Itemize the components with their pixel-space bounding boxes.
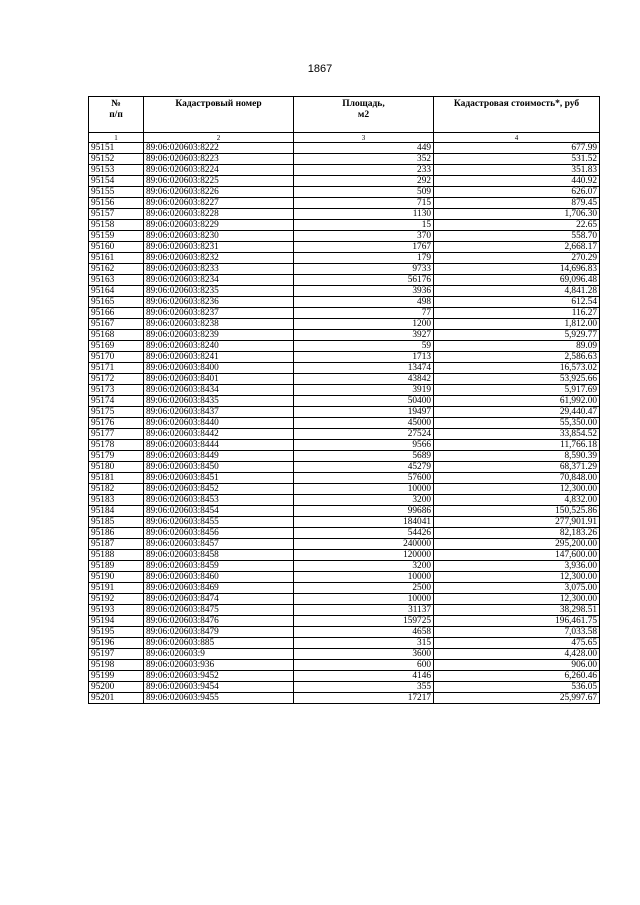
table-row [89, 693, 600, 704]
cadastral-number-cell: 89:06:020603:8223 [144, 154, 294, 165]
row-number-cell: 95188 [89, 550, 144, 561]
cadastral-cost-cell: 558.70 [434, 231, 600, 242]
cadastral-cost-cell: 531.52 [434, 154, 600, 165]
cadastral-number-cell: 89:06:020603:9455 [144, 693, 294, 704]
table-row [89, 286, 600, 297]
area-cell: 56176 [294, 275, 434, 286]
cadastral-number-cell: 89:06:020603:8458 [144, 550, 294, 561]
row-number-cell: 95154 [89, 176, 144, 187]
row-number-cell: 95198 [89, 660, 144, 671]
row-number-cell: 95169 [89, 341, 144, 352]
row-number-cell: 95201 [89, 693, 144, 704]
row-number-cell: 95180 [89, 462, 144, 473]
header-cadastral-number: Кадастровый номер [144, 97, 294, 133]
row-number-cell: 95194 [89, 616, 144, 627]
cadastral-number-cell: 89:06:020603:8225 [144, 176, 294, 187]
row-number-cell: 95177 [89, 429, 144, 440]
cadastral-table [88, 96, 600, 704]
row-number-cell: 95195 [89, 627, 144, 638]
area-cell: 45000 [294, 418, 434, 429]
area-cell: 10000 [294, 594, 434, 605]
table-row [89, 264, 600, 275]
table-row [89, 451, 600, 462]
row-number-cell: 95163 [89, 275, 144, 286]
cadastral-number-cell: 89:06:020603:8435 [144, 396, 294, 407]
table-row [89, 418, 600, 429]
area-cell: 370 [294, 231, 434, 242]
cadastral-number-cell: 89:06:020603:8437 [144, 407, 294, 418]
cadastral-number-cell: 89:06:020603:8236 [144, 297, 294, 308]
row-number-cell: 95151 [89, 143, 144, 154]
cadastral-number-cell: 89:06:020603:8460 [144, 572, 294, 583]
cadastral-cost-cell: 295,200.00 [434, 539, 600, 550]
header-area: Площадь, м2 [294, 97, 434, 133]
cadastral-cost-cell: 25,997.67 [434, 693, 600, 704]
row-number-cell: 95164 [89, 286, 144, 297]
area-cell: 50400 [294, 396, 434, 407]
cadastral-number-cell: 89:06:020603:8479 [144, 627, 294, 638]
table-row [89, 275, 600, 286]
cadastral-number-cell: 89:06:020603:8235 [144, 286, 294, 297]
table-row [89, 231, 600, 242]
table-row [89, 253, 600, 264]
row-number-cell: 95189 [89, 561, 144, 572]
cadastral-cost-cell: 440.92 [434, 176, 600, 187]
cadastral-cost-cell: 2,668.17 [434, 242, 600, 253]
area-cell: 179 [294, 253, 434, 264]
table-row [89, 682, 600, 693]
cadastral-number-cell: 89:06:020603:8440 [144, 418, 294, 429]
cadastral-cost-cell: 12,300.00 [434, 572, 600, 583]
table-row [89, 561, 600, 572]
area-cell: 17217 [294, 693, 434, 704]
cadastral-cost-cell: 5,917.69 [434, 385, 600, 396]
table-row [89, 176, 600, 187]
area-cell: 77 [294, 308, 434, 319]
row-number-cell: 95187 [89, 539, 144, 550]
row-number-cell: 95155 [89, 187, 144, 198]
cadastral-number-cell: 89:06:020603:8456 [144, 528, 294, 539]
row-number-cell: 95182 [89, 484, 144, 495]
cadastral-cost-cell: 38,298.51 [434, 605, 600, 616]
row-number-cell: 95172 [89, 374, 144, 385]
table-row [89, 572, 600, 583]
cadastral-cost-cell: 70,848.00 [434, 473, 600, 484]
cadastral-number-cell: 89:06:020603:8444 [144, 440, 294, 451]
cadastral-cost-cell: 16,573.02 [434, 363, 600, 374]
row-number-cell: 95183 [89, 495, 144, 506]
table-header-row [89, 97, 600, 133]
cadastral-cost-cell: 270.29 [434, 253, 600, 264]
cadastral-number-cell: 89:06:020603:8237 [144, 308, 294, 319]
table-row [89, 308, 600, 319]
table-row [89, 319, 600, 330]
area-cell: 27524 [294, 429, 434, 440]
table-row [89, 330, 600, 341]
area-cell: 3600 [294, 649, 434, 660]
area-cell: 120000 [294, 550, 434, 561]
column-number: 4 [434, 133, 600, 143]
row-number-cell: 95173 [89, 385, 144, 396]
row-number-cell: 95152 [89, 154, 144, 165]
row-number-cell: 95171 [89, 363, 144, 374]
cadastral-number-cell: 89:06:020603:8229 [144, 220, 294, 231]
row-number-cell: 95176 [89, 418, 144, 429]
area-cell: 1130 [294, 209, 434, 220]
cadastral-cost-cell: 1,812.00 [434, 319, 600, 330]
area-cell: 1200 [294, 319, 434, 330]
row-number-cell: 95200 [89, 682, 144, 693]
cadastral-number-cell: 89:06:020603:8400 [144, 363, 294, 374]
table-row [89, 616, 600, 627]
area-cell: 233 [294, 165, 434, 176]
area-cell: 1767 [294, 242, 434, 253]
row-number-cell: 95179 [89, 451, 144, 462]
table-row [89, 473, 600, 484]
area-cell: 13474 [294, 363, 434, 374]
row-number-cell: 95199 [89, 671, 144, 682]
cadastral-cost-cell: 626.07 [434, 187, 600, 198]
area-cell: 509 [294, 187, 434, 198]
cadastral-cost-cell: 196,461.75 [434, 616, 600, 627]
cadastral-cost-cell: 612.54 [434, 297, 600, 308]
cadastral-cost-cell: 22.65 [434, 220, 600, 231]
row-number-cell: 95170 [89, 352, 144, 363]
cadastral-cost-cell: 12,300.00 [434, 594, 600, 605]
cadastral-cost-cell: 33,854.52 [434, 429, 600, 440]
row-number-cell: 95160 [89, 242, 144, 253]
table-row [89, 484, 600, 495]
table-row [89, 242, 600, 253]
cadastral-cost-cell: 89.09 [434, 341, 600, 352]
area-cell: 3936 [294, 286, 434, 297]
cadastral-number-cell: 89:06:020603:8234 [144, 275, 294, 286]
row-number-cell: 95191 [89, 583, 144, 594]
column-number: 3 [294, 133, 434, 143]
cadastral-number-cell: 89:06:020603:9452 [144, 671, 294, 682]
cadastral-cost-cell: 879.45 [434, 198, 600, 209]
cadastral-cost-cell: 5,929.77 [434, 330, 600, 341]
area-cell: 352 [294, 154, 434, 165]
area-cell: 54426 [294, 528, 434, 539]
area-cell: 184041 [294, 517, 434, 528]
cadastral-number-cell: 89:06:020603:8476 [144, 616, 294, 627]
cadastral-cost-cell: 55,350.00 [434, 418, 600, 429]
cadastral-number-cell: 89:06:020603:8453 [144, 495, 294, 506]
cadastral-number-cell: 89:06:020603:8224 [144, 165, 294, 176]
area-cell: 19497 [294, 407, 434, 418]
cadastral-number-cell: 89:06:020603:8241 [144, 352, 294, 363]
area-cell: 2500 [294, 583, 434, 594]
area-cell: 498 [294, 297, 434, 308]
table-row [89, 440, 600, 451]
cadastral-number-cell: 89:06:020603:8475 [144, 605, 294, 616]
cadastral-cost-cell: 61,992.00 [434, 396, 600, 407]
cadastral-number-cell: 89:06:020603:8228 [144, 209, 294, 220]
cadastral-cost-cell: 3,936.00 [434, 561, 600, 572]
cadastral-cost-cell: 4,841.28 [434, 286, 600, 297]
table-row [89, 352, 600, 363]
cadastral-number-cell: 89:06:020603:8455 [144, 517, 294, 528]
table-row [89, 462, 600, 473]
area-cell: 240000 [294, 539, 434, 550]
area-cell: 1713 [294, 352, 434, 363]
row-number-cell: 95181 [89, 473, 144, 484]
cadastral-cost-cell: 12,300.00 [434, 484, 600, 495]
area-cell: 9733 [294, 264, 434, 275]
area-cell: 99686 [294, 506, 434, 517]
cadastral-cost-cell: 351.83 [434, 165, 600, 176]
cadastral-cost-cell: 150,525.86 [434, 506, 600, 517]
row-number-cell: 95153 [89, 165, 144, 176]
table-row [89, 627, 600, 638]
area-cell: 5689 [294, 451, 434, 462]
cadastral-number-cell: 89:06:020603:8451 [144, 473, 294, 484]
row-number-cell: 95168 [89, 330, 144, 341]
cadastral-number-cell: 89:06:020603:8450 [144, 462, 294, 473]
area-cell: 292 [294, 176, 434, 187]
cadastral-cost-cell: 4,832.00 [434, 495, 600, 506]
table-row [89, 528, 600, 539]
area-cell: 3200 [294, 561, 434, 572]
table-row [89, 539, 600, 550]
cadastral-number-cell: 89:06:020603:9454 [144, 682, 294, 693]
area-cell: 449 [294, 143, 434, 154]
table-row [89, 396, 600, 407]
cadastral-number-cell: 89:06:020603:8442 [144, 429, 294, 440]
cadastral-cost-cell: 7,033.58 [434, 627, 600, 638]
area-cell: 159725 [294, 616, 434, 627]
table-row [89, 638, 600, 649]
table-row [89, 198, 600, 209]
row-number-cell: 95165 [89, 297, 144, 308]
header-cadastral-cost: Кадастровая стоимость*, руб [434, 97, 600, 133]
area-cell: 15 [294, 220, 434, 231]
table-row [89, 374, 600, 385]
table-row [89, 550, 600, 561]
area-cell: 43842 [294, 374, 434, 385]
row-number-cell: 95197 [89, 649, 144, 660]
cadastral-number-cell: 89:06:020603:8434 [144, 385, 294, 396]
table-row [89, 429, 600, 440]
row-number-cell: 95157 [89, 209, 144, 220]
table-row [89, 143, 600, 154]
cadastral-cost-cell: 677.99 [434, 143, 600, 154]
area-cell: 355 [294, 682, 434, 693]
area-cell: 45279 [294, 462, 434, 473]
area-cell: 57600 [294, 473, 434, 484]
cadastral-number-cell: 89:06:020603:8232 [144, 253, 294, 264]
row-number-cell: 95167 [89, 319, 144, 330]
cadastral-number-cell: 89:06:020603:9 [144, 649, 294, 660]
cadastral-cost-cell: 29,440.47 [434, 407, 600, 418]
cadastral-number-cell: 89:06:020603:8452 [144, 484, 294, 495]
header-row-number: № п/п [89, 97, 144, 133]
cadastral-number-cell: 89:06:020603:8231 [144, 242, 294, 253]
cadastral-number-cell: 89:06:020603:8474 [144, 594, 294, 605]
row-number-cell: 95185 [89, 517, 144, 528]
cadastral-number-cell: 89:06:020603:8233 [144, 264, 294, 275]
table-row [89, 341, 600, 352]
area-cell: 59 [294, 341, 434, 352]
row-number-cell: 95192 [89, 594, 144, 605]
area-cell: 3919 [294, 385, 434, 396]
area-cell: 715 [294, 198, 434, 209]
cadastral-number-cell: 89:06:020603:8454 [144, 506, 294, 517]
cadastral-cost-cell: 536.05 [434, 682, 600, 693]
cadastral-number-cell: 89:06:020603:8401 [144, 374, 294, 385]
cadastral-cost-cell: 4,428.00 [434, 649, 600, 660]
table-row [89, 495, 600, 506]
cadastral-cost-cell: 906.00 [434, 660, 600, 671]
cadastral-number-cell: 89:06:020603:8459 [144, 561, 294, 572]
table-row [89, 220, 600, 231]
table-row [89, 363, 600, 374]
cadastral-cost-cell: 53,925.66 [434, 374, 600, 385]
row-number-cell: 95166 [89, 308, 144, 319]
cadastral-cost-cell: 116.27 [434, 308, 600, 319]
table-row [89, 154, 600, 165]
page-number: 1867 [307, 63, 333, 75]
table-row [89, 583, 600, 594]
area-cell: 10000 [294, 484, 434, 495]
table-row [89, 165, 600, 176]
table-row [89, 506, 600, 517]
table-row [89, 517, 600, 528]
cadastral-cost-cell: 3,075.00 [434, 583, 600, 594]
table-body [89, 143, 600, 704]
table-row [89, 671, 600, 682]
cadastral-number-cell: 89:06:020603:8469 [144, 583, 294, 594]
area-cell: 10000 [294, 572, 434, 583]
cadastral-cost-cell: 69,096.48 [434, 275, 600, 286]
row-number-cell: 95162 [89, 264, 144, 275]
column-number: 1 [89, 133, 144, 143]
cadastral-cost-cell: 475.65 [434, 638, 600, 649]
area-cell: 315 [294, 638, 434, 649]
cadastral-cost-cell: 1,706.30 [434, 209, 600, 220]
cadastral-cost-cell: 82,183.26 [434, 528, 600, 539]
row-number-cell: 95196 [89, 638, 144, 649]
area-cell: 4658 [294, 627, 434, 638]
cadastral-number-cell: 89:06:020603:936 [144, 660, 294, 671]
cadastral-cost-cell: 14,696.83 [434, 264, 600, 275]
row-number-cell: 95158 [89, 220, 144, 231]
cadastral-number-cell: 89:06:020603:8238 [144, 319, 294, 330]
area-cell: 31137 [294, 605, 434, 616]
table-row [89, 605, 600, 616]
cadastral-cost-cell: 147,600.00 [434, 550, 600, 561]
table-row [89, 187, 600, 198]
column-number: 2 [144, 133, 294, 143]
area-cell: 4146 [294, 671, 434, 682]
column-number-row [89, 133, 600, 143]
cadastral-cost-cell: 2,586.63 [434, 352, 600, 363]
table-row [89, 385, 600, 396]
cadastral-number-cell: 89:06:020603:8226 [144, 187, 294, 198]
area-cell: 9566 [294, 440, 434, 451]
table-row [89, 407, 600, 418]
cadastral-number-cell: 89:06:020603:8222 [144, 143, 294, 154]
cadastral-cost-cell: 277,901.91 [434, 517, 600, 528]
row-number-cell: 95175 [89, 407, 144, 418]
row-number-cell: 95186 [89, 528, 144, 539]
row-number-cell: 95174 [89, 396, 144, 407]
cadastral-number-cell: 89:06:020603:8239 [144, 330, 294, 341]
row-number-cell: 95161 [89, 253, 144, 264]
table-row [89, 209, 600, 220]
row-number-cell: 95193 [89, 605, 144, 616]
table-row [89, 594, 600, 605]
cadastral-number-cell: 89:06:020603:8449 [144, 451, 294, 462]
row-number-cell: 95190 [89, 572, 144, 583]
row-number-cell: 95159 [89, 231, 144, 242]
cadastral-number-cell: 89:06:020603:8457 [144, 539, 294, 550]
cadastral-number-cell: 89:06:020603:885 [144, 638, 294, 649]
area-cell: 3927 [294, 330, 434, 341]
area-cell: 3200 [294, 495, 434, 506]
cadastral-number-cell: 89:06:020603:8230 [144, 231, 294, 242]
row-number-cell: 95184 [89, 506, 144, 517]
table-row [89, 649, 600, 660]
cadastral-number-cell: 89:06:020603:8227 [144, 198, 294, 209]
table-row [89, 660, 600, 671]
row-number-cell: 95178 [89, 440, 144, 451]
cadastral-cost-cell: 8,590.39 [434, 451, 600, 462]
cadastral-cost-cell: 68,371.29 [434, 462, 600, 473]
cadastral-number-cell: 89:06:020603:8240 [144, 341, 294, 352]
table-row [89, 297, 600, 308]
area-cell: 600 [294, 660, 434, 671]
cadastral-cost-cell: 6,260.46 [434, 671, 600, 682]
row-number-cell: 95156 [89, 198, 144, 209]
cadastral-cost-cell: 11,766.18 [434, 440, 600, 451]
